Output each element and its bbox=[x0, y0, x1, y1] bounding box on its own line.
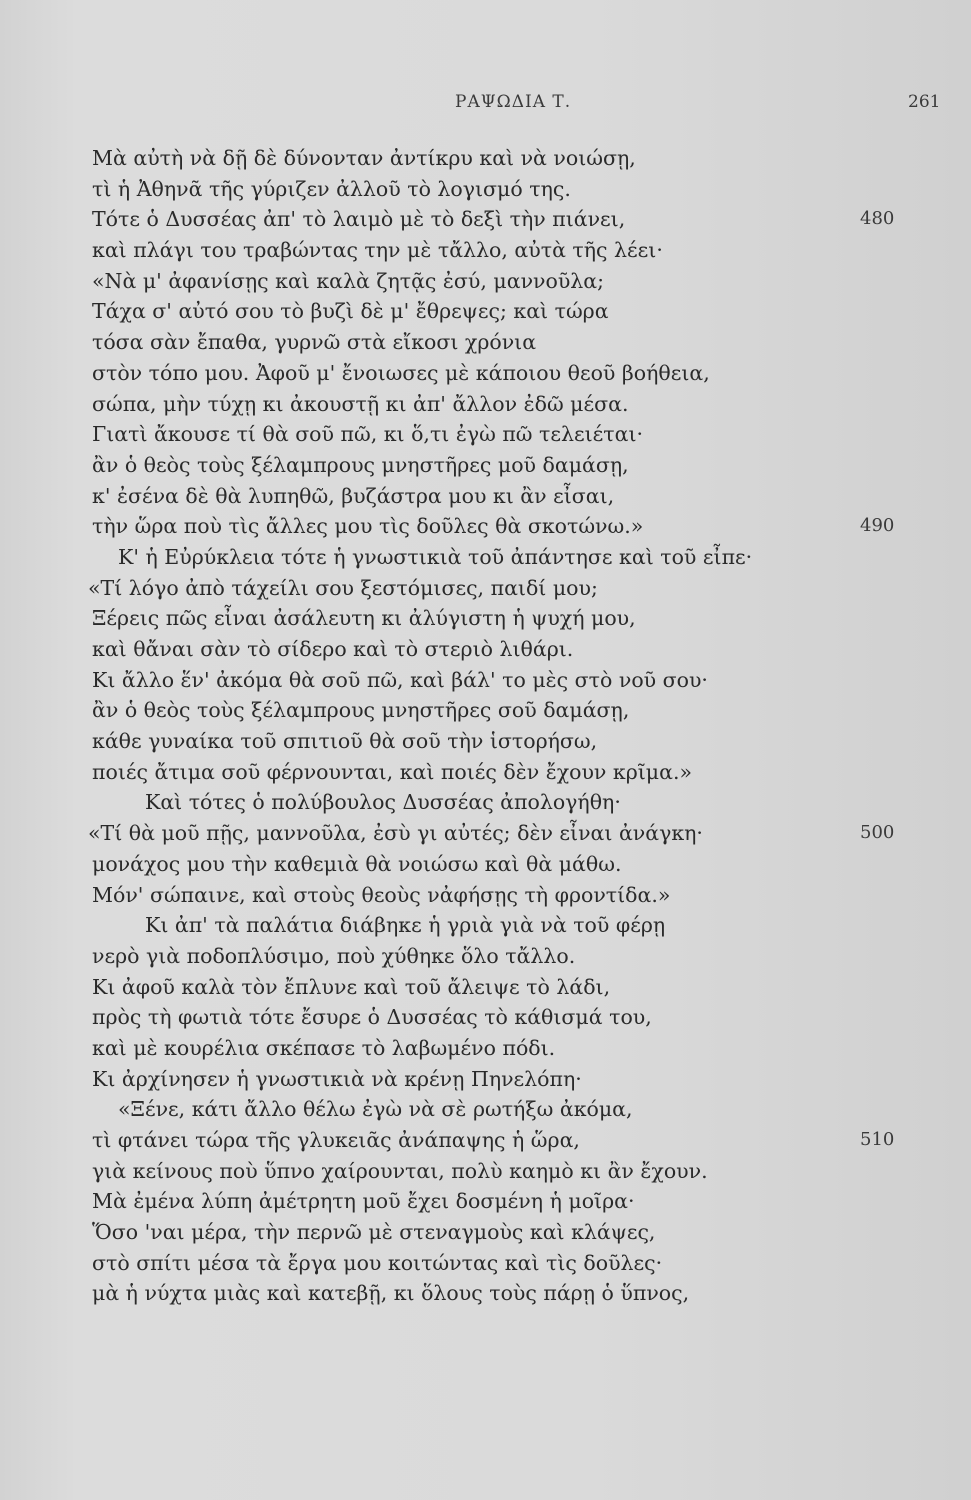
verse-line bbox=[0, 880, 971, 911]
verse-text: Γιατὶ ἄκουσε τί θὰ σοῦ πῶ, κι ὅ,τι ἐγὼ πῶ τελειέται· bbox=[92, 422, 644, 447]
verse-text: γιὰ κείνους ποὺ ὕπνο χαίρουνται, πολὺ καημὸ κι ἂν ἔχουν. bbox=[92, 1158, 708, 1183]
verse-text: μὰ ἡ νύχτα μιὰς καὶ κατεβῇ, κι ὅλους τοὺς πάρῃ ὁ ὕπνος, bbox=[92, 1281, 690, 1306]
verse-text: τὴν ὥρα ποὺ τὶς ἄλλες μου τὶς δοῦλες θὰ σκοτώνω.» bbox=[92, 514, 644, 539]
verse-text: τὶ ἡ Ἀθηνᾶ τῆς γύριζεν ἀλλοῦ τὸ λογισμό της. bbox=[92, 176, 571, 201]
verse-text: Καὶ τότες ὁ πολύβουλος Δυσσέας ἀπολογήθη· bbox=[145, 790, 621, 815]
verse-text: τὶ φτάνει τώρα τῆς γλυκειᾶς ἀνάπαψης ἡ ὥρα, bbox=[92, 1128, 580, 1152]
verse-line bbox=[0, 665, 971, 696]
poem-text bbox=[0, 143, 971, 1309]
verse-line bbox=[0, 204, 971, 235]
verse-line bbox=[0, 481, 971, 512]
verse-text: Τάχα σ' αὐτό σου τὸ βυζὶ δὲ μ' ἔθρεψες; καὶ τώρα bbox=[92, 299, 609, 324]
verse-text: «Τί θὰ μοῦ πῇς, μαννοῦλα, ἐσὺ γι αὐτές; δὲν εἶναι ἀνάγκη· bbox=[88, 821, 703, 846]
verse-line bbox=[0, 849, 971, 880]
verse-text: Ὅσο 'ναι μέρα, τὴν περνῶ μὲ στεναγμοὺς καὶ κλάψες, bbox=[92, 1220, 656, 1245]
line-number: 500 bbox=[860, 822, 895, 844]
verse-text: Μὰ ἐμένα λύπη ἀμέτρητη μοῦ ἔχει δοσμένη ἡ μοῖρα· bbox=[92, 1189, 635, 1214]
verse-line bbox=[0, 910, 971, 941]
verse-text: Κι ἀρχίνησεν ἡ γνωστικιὰ νὰ κρένῃ Πηνελόπη· bbox=[92, 1066, 582, 1091]
verse-line bbox=[0, 941, 971, 972]
verse-line bbox=[0, 296, 971, 327]
verse-line bbox=[0, 573, 971, 604]
verse-line bbox=[0, 757, 971, 788]
verse-text: πρὸς τὴ φωτιὰ τότε ἔσυρε ὁ Δυσσέας τὸ κάθισμά του, bbox=[92, 1005, 652, 1030]
verse-text: Μόν' σώπαινε, καὶ στοὺς θεοὺς νἀφήσῃς τὴ φροντίδα.» bbox=[92, 882, 671, 907]
verse-line bbox=[0, 1064, 971, 1095]
verse-text: Κ' ἡ Εὐρύκλεια τότε ἡ γνωστικιὰ τοῦ ἀπάντησε καὶ τοῦ εἶπε· bbox=[118, 544, 753, 569]
verse-line bbox=[0, 1033, 971, 1064]
verse-text: «Τί λόγο ἀπὸ τάχείλι σου ξεστόμισες, παιδί μου; bbox=[88, 575, 598, 600]
line-number: 490 bbox=[860, 515, 895, 537]
verse-line bbox=[0, 634, 971, 665]
verse-text: Κι ἄλλο ἕν' ἀκόμα θὰ σοῦ πῶ, καὶ βάλ' το μὲς στὸ νοῦ σου· bbox=[92, 667, 708, 692]
verse-text: μονάχος μου τὴν καθεμιὰ θὰ νοιώσω καὶ θὰ μάθω. bbox=[92, 851, 622, 876]
verse-line bbox=[0, 972, 971, 1003]
verse-text: κ' ἐσένα δὲ θὰ λυπηθῶ, βυζάστρα μου κι ἂν εἶσαι, bbox=[92, 483, 615, 508]
verse-line bbox=[0, 174, 971, 205]
line-number: 480 bbox=[860, 208, 895, 230]
verse-text: κάθε γυναίκα τοῦ σπιτιοῦ θὰ σοῦ τὴν ἱστορήσω, bbox=[92, 729, 598, 754]
verse-text: τόσα σὰν ἔπαθα, γυρνῶ στὰ εἴκοσι χρόνια bbox=[92, 330, 537, 355]
verse-line bbox=[0, 1186, 971, 1217]
verse-text: καὶ πλάγι του τραβώντας την μὲ τἄλλο, αὐτὰ τῆς λέει· bbox=[92, 238, 663, 263]
verse-text: Κι ἀπ' τὰ παλάτια διάβηκε ἡ γριὰ γιὰ νὰ τοῦ φέρῃ bbox=[145, 913, 666, 938]
verse-line bbox=[0, 450, 971, 481]
verse-line bbox=[0, 542, 971, 573]
verse-line bbox=[0, 818, 971, 849]
verse-line bbox=[0, 1125, 971, 1156]
verse-line bbox=[0, 419, 971, 450]
verse-text: καὶ θἄναι σὰν τὸ σίδερο καὶ τὸ στεριὸ λιθάρι. bbox=[92, 637, 574, 661]
verse-line bbox=[0, 1156, 971, 1187]
verse-text: ἂν ὁ θεὸς τοὺς ξέλαμπρους μνηστῆρες μοῦ δαμάσῃ, bbox=[92, 452, 629, 477]
verse-line bbox=[0, 235, 971, 266]
verse-text: καὶ μὲ κουρέλια σκέπασε τὸ λαβωμένο πόδι. bbox=[92, 1035, 556, 1060]
verse-text: Ξέρεις πῶς εἶναι ἀσάλευτη κι ἀλύγιστη ἡ ψυχή μου, bbox=[92, 606, 636, 631]
verse-line bbox=[0, 1278, 971, 1309]
verse-line bbox=[0, 695, 971, 726]
verse-text: νερὸ γιὰ ποδοπλύσιμο, ποὺ χύθηκε ὅλο τἄλλο. bbox=[92, 943, 576, 968]
verse-line bbox=[0, 266, 971, 297]
verse-text: Μὰ αὐτὴ νὰ δῇ δὲ δύνονταν ἀντίκρυ καὶ νὰ νοιώσῃ, bbox=[92, 146, 636, 170]
verse-text: ποιές ἄτιμα σοῦ φέρνουνται, καὶ ποιές δὲν ἔχουν κρῖμα.» bbox=[92, 759, 693, 784]
verse-line bbox=[0, 389, 971, 420]
verse-line bbox=[0, 1094, 971, 1125]
verse-line bbox=[0, 1217, 971, 1248]
verse-line bbox=[0, 358, 971, 389]
verse-text: «Ξένε, κάτι ἄλλο θέλω ἐγὼ νὰ σὲ ρωτήξω ἀκόμα, bbox=[118, 1097, 633, 1122]
page-number: 261 bbox=[908, 92, 941, 112]
verse-line bbox=[0, 511, 971, 542]
line-number: 510 bbox=[860, 1129, 895, 1150]
verse-text: «Νὰ μ' ἀφανίσῃς καὶ καλὰ ζητᾷς ἐσύ, μαννοῦλα; bbox=[92, 268, 605, 293]
verse-line bbox=[0, 1248, 971, 1279]
verse-line bbox=[0, 726, 971, 757]
verse-text: σώπα, μὴν τύχῃ κι ἀκουστῇ κι ἀπ' ἄλλον ἐδῶ μέσα. bbox=[92, 391, 629, 416]
verse-text: Κι ἀφοῦ καλὰ τὸν ἔπλυνε καὶ τοῦ ἄλειψε τὸ λάδι, bbox=[92, 974, 611, 999]
verse-line bbox=[0, 1002, 971, 1033]
verse-text: στὸν τόπο μου. Ἀφοῦ μ' ἔνοιωσες μὲ κάποιου θεοῦ βοήθεια, bbox=[92, 360, 710, 385]
verse-text: Τότε ὁ Δυσσέας ἀπ' τὸ λαιμὸ μὲ τὸ δεξὶ τὴν πιάνει, bbox=[92, 207, 626, 232]
running-head: ΡΑΨΩΔΙΑ Τ. bbox=[455, 92, 572, 112]
verse-text: στὸ σπίτι μέσα τὰ ἔργα μου κοιτώντας καὶ τὶς δοῦλες· bbox=[92, 1250, 663, 1275]
verse-line bbox=[0, 787, 971, 818]
verse-line bbox=[0, 143, 971, 174]
verse-text: ἂν ὁ θεὸς τοὺς ξέλαμπρους μνηστῆρες σοῦ δαμάσῃ, bbox=[92, 698, 630, 723]
verse-line bbox=[0, 603, 971, 634]
verse-line bbox=[0, 327, 971, 358]
